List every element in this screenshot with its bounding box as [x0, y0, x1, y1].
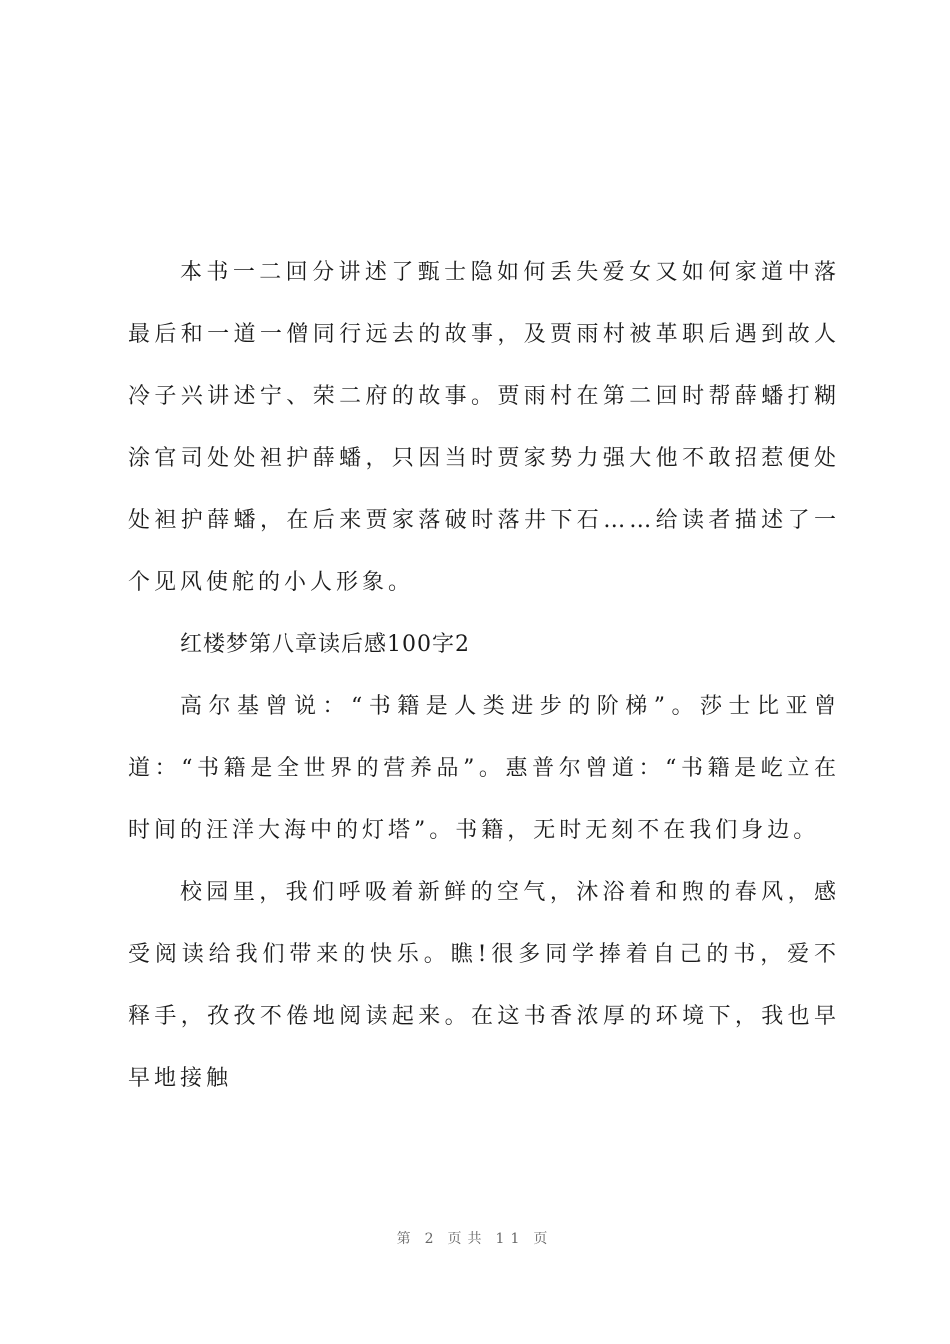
footer-suffix: 页	[533, 1231, 554, 1247]
paragraph-1: 本书一二回分讲述了甄士隐如何丢失爱女又如何家道中落最后和一道一僧同行远去的故事，及贾雨村被革职后遇到故人冷子兴讲述宁、荣二府的故事。贾雨村在第二回时帮薛蟠打糊涂官司处处袒护薛蟠，只因当时贾家势力强大他不敢招惹便处处袒护薛蟠，在后来贾家落破时落井下石……给读者描述了一个见风使舵的小人形象。	[128, 260, 840, 595]
footer-middle: 页共	[447, 1231, 488, 1247]
document-body	[128, 242, 840, 1110]
footer-page-number: 2	[424, 1231, 440, 1247]
paragraph-2: 高尔基曾说：“书籍是人类进步的阶梯”。莎士比亚曾道：“书籍是全世界的营养品”。惠普尔曾道：“书籍是屹立在时间的汪洋大海中的灯塔”。书籍，无时无刻不在我们身边。	[128, 694, 840, 843]
section-heading: 红楼梦第八章读后感100字2	[180, 632, 470, 657]
paragraph-3: 校园里，我们呼吸着新鲜的空气，沐浴着和煦的春风，感受阅读给我们带来的快乐。瞧!很多同学捧着自己的书，爱不释手，孜孜不倦地阅读起来。在这书香浓厚的环境下，我也早早地接触	[128, 880, 840, 1091]
footer-prefix: 第	[396, 1231, 417, 1247]
page-footer	[0, 1228, 950, 1248]
footer-total-pages: 11	[495, 1231, 526, 1247]
